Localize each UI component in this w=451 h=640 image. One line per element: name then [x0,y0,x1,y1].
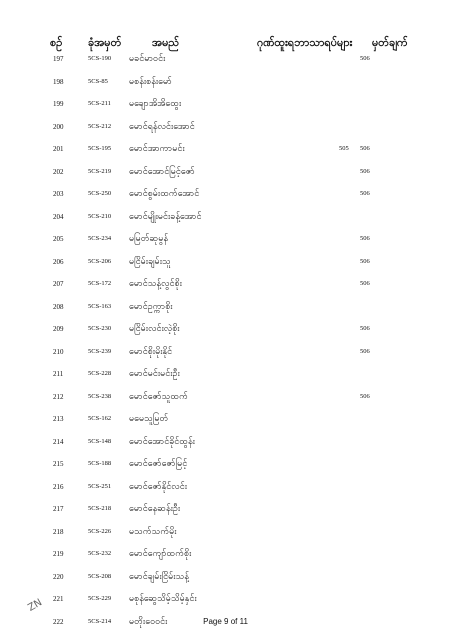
cell-no: 198 [53,77,64,86]
table-row [0,345,451,359]
cell-code: 5CS-190 [88,55,112,62]
header-subjects: ဂုဏ်ထူးရဘာသာရပ်များ [257,36,353,49]
cell-code: 5CS-188 [88,460,112,467]
cell-code: 5CS-212 [88,122,112,130]
cell-no: 222 [53,617,64,626]
table-row [0,525,451,539]
table-row [0,570,451,584]
cell-name: မောင်ဥက္ကာစိုး [129,301,173,312]
cell-no: 202 [53,167,64,176]
cell-name: မောင်ဇော်နိုင်လင်း [129,481,188,492]
cell-name: မောင်မင်းမင်းဦး [129,369,180,379]
cell-code: 5CS-195 [88,145,112,152]
cell-name: မငြိမ်းချမ်းသူ [129,256,171,267]
cell-no: 220 [53,572,64,581]
table-row [0,97,451,111]
cell-name: မောင်ဇော်သူထက် [129,391,188,402]
page-footer: Page 9 of 11 [203,617,248,626]
table-row [0,412,451,426]
cell-no: 199 [53,100,64,108]
cell-code: 5CS-172 [88,280,112,287]
cell-code: 5CS-206 [88,257,112,265]
cell-subject-2: 506 [360,235,370,242]
cell-no: 209 [53,325,64,333]
header-remark: မှတ်ချက် [372,36,408,49]
cell-code: 5CS-232 [88,550,112,557]
cell-name: မမေသူမြတ် [129,414,169,424]
table-row [0,187,451,201]
table-row [0,547,451,561]
cell-no: 200 [53,122,64,131]
cell-code: 5CS-250 [88,190,112,197]
cell-no: 219 [53,550,64,558]
table-row [0,300,451,314]
table-row [0,322,451,336]
cell-name: မောင်ကျော်ထက်စိုး [129,549,192,559]
cell-code: 5CS-239 [88,347,112,355]
cell-code: 5CS-219 [88,167,112,175]
cell-subject-2: 506 [360,280,370,287]
cell-name: မောင်စွမ်းထက်အောင် [129,189,200,199]
cell-no: 221 [53,595,64,603]
cell-code: 5CS-162 [88,415,112,422]
cell-code: 5CS-228 [88,370,112,377]
cell-subject-2: 506 [360,190,370,197]
table-row [0,457,451,471]
table-row [0,255,451,269]
cell-code: 5CS-85 [88,77,108,85]
cell-no: 211 [53,370,64,378]
cell-no: 218 [53,527,64,536]
cell-no: 206 [53,257,64,266]
table-row [0,367,451,381]
cell-code: 5CS-229 [88,595,112,602]
cell-no: 215 [53,460,64,468]
cell-no: 207 [53,280,64,288]
cell-name: မချောအိအိထွေး [129,99,182,109]
header-code: ခုံအမှတ် [88,36,122,49]
cell-name: မောင်ဇော်ဇော်မြင့် [129,459,188,469]
cell-no: 214 [53,437,64,446]
cell-no: 213 [53,415,64,423]
cell-name: မတိုးဝေဝင်း [129,616,168,627]
cell-subject-2: 506 [360,257,370,265]
cell-name: မသက်သက်မိုး [129,526,177,537]
cell-code: 5CS-251 [88,482,112,490]
table-row [0,210,451,224]
table-row [0,52,451,66]
cell-subject-2: 506 [360,347,370,355]
cell-code: 5CS-218 [88,505,112,512]
cell-no: 212 [53,392,64,401]
cell-subject-1: 505 [339,145,349,152]
handwritten-mark: ZN [26,597,45,614]
cell-code: 5CS-234 [88,235,112,242]
cell-name: မောင်အောင်ခိုင်ထွန်း [129,436,195,447]
cell-no: 204 [53,212,64,221]
cell-no: 216 [53,482,64,491]
cell-no: 197 [53,55,64,63]
cell-name: မောင်နေဆန်းဦး [129,504,181,514]
table-row [0,480,451,494]
cell-code: 5CS-148 [88,437,112,445]
cell-name: မောင်သန့်လွင်စိုး [129,279,182,289]
cell-name: မောင်စိုးမိုးနိုင် [129,346,173,357]
cell-name: မစုန်ဆွေသိမ့်သိမ့်နှင်း [129,594,197,604]
cell-subject-2: 506 [360,392,370,400]
cell-no: 201 [53,145,64,153]
cell-name: မောင်အာကာမင်း [129,144,185,154]
cell-subject-2: 506 [360,145,370,152]
cell-subject-2: 506 [360,325,370,332]
table-row [0,390,451,404]
table-row [0,592,451,606]
cell-no: 217 [53,505,64,513]
cell-subject-2: 506 [360,55,370,62]
cell-code: 5CS-230 [88,325,112,332]
cell-no: 205 [53,235,64,243]
table-row [0,232,451,246]
cell-subject-2: 506 [360,167,370,175]
cell-name: မငြိမ်းလင်းလဲ့စိုး [129,324,180,334]
cell-name: မခင်မာဝင်း [129,54,166,64]
cell-name: မောင်ချမ်းငြိမ်းသန့် [129,571,189,582]
cell-code: 5CS-210 [88,212,112,220]
header-name: အမည် [152,36,180,49]
table-row [0,502,451,516]
table-row [0,435,451,449]
cell-code: 5CS-211 [88,100,111,107]
table-row [0,75,451,89]
cell-code: 5CS-238 [88,392,112,400]
cell-no: 208 [53,302,64,311]
cell-code: 5CS-208 [88,572,112,580]
table-row [0,120,451,134]
table-row [0,165,451,179]
cell-no: 210 [53,347,64,356]
table-row [0,142,451,156]
table-row [0,277,451,291]
header-no: စဥ် [50,36,63,49]
cell-no: 203 [53,190,64,198]
cell-name: မောင်အောင်မြင့်ဇော် [129,166,195,177]
cell-code: 5CS-214 [88,617,112,625]
cell-name: မမြတ်ဆုမွန် [129,234,169,244]
cell-code: 5CS-163 [88,302,112,310]
cell-name: မစန်းစန်းမော် [129,76,172,87]
cell-name: မောင်မျိုးမင်းခန့်အောင် [129,211,202,222]
cell-name: မောင်ရန်လင်းအောင် [129,121,195,132]
cell-code: 5CS-226 [88,527,112,535]
